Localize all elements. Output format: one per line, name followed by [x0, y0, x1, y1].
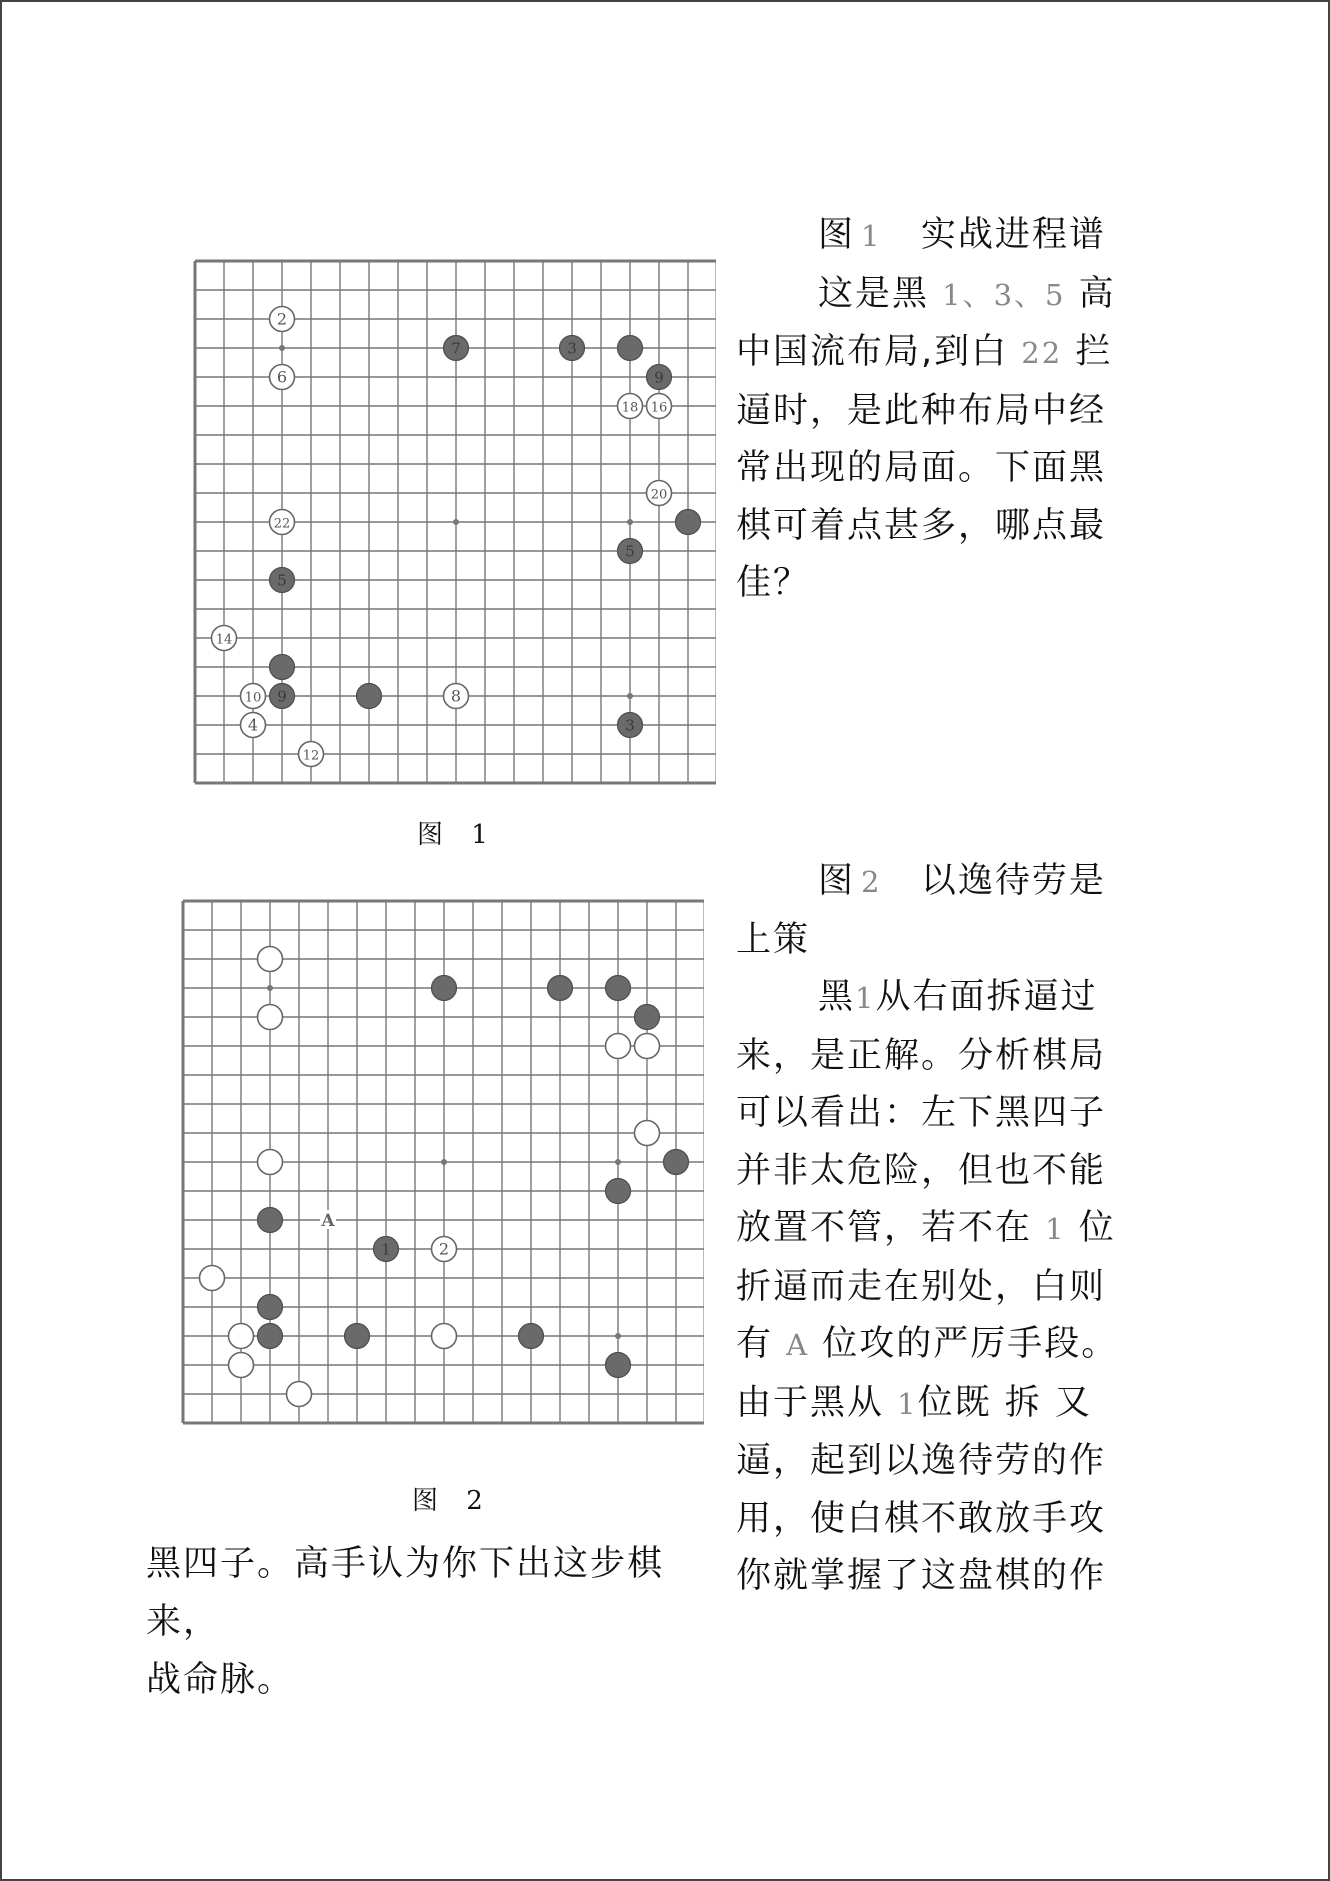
- white-stone: [287, 1382, 312, 1407]
- figure-1-caption: 图 1: [417, 820, 498, 850]
- white-stone: [258, 1150, 283, 1175]
- black-stone-label: 3: [567, 339, 577, 358]
- star-point: [627, 693, 633, 699]
- white-stone: [258, 947, 283, 972]
- white-stone-label: 16: [650, 400, 668, 416]
- go-board-1-svg: [188, 254, 716, 794]
- white-stone: [229, 1324, 254, 1349]
- figure-2-caption: 图 2: [412, 1486, 493, 1516]
- black-stone: [606, 1353, 631, 1378]
- section-2-text: [736, 853, 1136, 1606]
- black-stone-label: 5: [277, 571, 287, 590]
- point-mark-label: A: [321, 1211, 335, 1231]
- text-run: 位攻的严厉手段。由于黑从: [736, 1324, 1119, 1423]
- go-board-figure-2: [176, 894, 704, 1434]
- black-stone-label: 7: [451, 339, 461, 358]
- heading-1-title: 实战进程谱: [920, 215, 1106, 255]
- bottom-line-1: 黑四子。高手认为你下出这步棋来，: [146, 1544, 665, 1642]
- star-point: [441, 1159, 447, 1165]
- heading-2-title: 以逸待劳是上策: [736, 861, 1106, 960]
- black-stone-label: 5: [625, 542, 635, 561]
- white-stone: [258, 1005, 283, 1030]
- white-stone: [606, 1034, 631, 1059]
- black-stone-label: 9: [654, 368, 664, 387]
- white-move-number: 22: [1021, 336, 1063, 370]
- text-run: 从右面拆逼过来，是正解。分析棋局可以看出：左下黑四子并非太危险，但也不能放置不管，若不在: [736, 977, 1107, 1248]
- black-stone: [606, 1179, 631, 1204]
- black-stone-label: 3: [625, 716, 635, 735]
- move-number: 1: [855, 981, 876, 1015]
- black-stone: [258, 1208, 283, 1233]
- text-run: 位既 拆 又逼，起到以逸待劳的作用，使白棋不敢放手攻你就掌握了这盘棋的作: [736, 1382, 1107, 1596]
- heading-2-label: 图: [818, 861, 862, 901]
- white-stone-label: 2: [438, 1239, 450, 1259]
- move-number: 1: [897, 1386, 918, 1421]
- white-stone-label: 4: [247, 715, 259, 735]
- bottom-line-2: 战命脉。: [146, 1660, 295, 1700]
- section-1-heading: [736, 207, 1136, 266]
- black-stone: [345, 1324, 370, 1349]
- point-mark-a: A: [786, 1328, 810, 1362]
- go-board-2-svg: [176, 894, 704, 1434]
- section-2-heading: [736, 853, 1136, 969]
- white-stone-label: 14: [215, 632, 233, 648]
- black-move-numbers: 1、3、5: [942, 277, 1066, 312]
- black-stone: [664, 1150, 689, 1175]
- heading-1-label: 图: [818, 215, 862, 255]
- white-stone: [635, 1034, 660, 1059]
- black-stone: [432, 976, 457, 1001]
- star-point: [615, 1333, 621, 1339]
- black-stone: [258, 1324, 283, 1349]
- text-run: 黑: [818, 977, 856, 1017]
- black-stone-label: 9: [277, 687, 287, 706]
- black-stone: [606, 976, 631, 1001]
- white-stone: [200, 1266, 225, 1291]
- white-stone-label: 12: [302, 748, 320, 764]
- black-stone: [548, 976, 573, 1001]
- black-stone: [618, 336, 643, 361]
- move-number: 1: [1045, 1212, 1066, 1246]
- heading-1-number: 1: [861, 219, 882, 253]
- bottom-text: [146, 1535, 706, 1709]
- text-run: 拦逼时，是此种布局中经常出现的局面。下面黑棋可着点甚多，哪点最佳？: [736, 332, 1113, 603]
- white-stone-label: 2: [276, 309, 288, 329]
- text-run: 这是黑: [818, 273, 930, 314]
- white-stone-label: 10: [244, 690, 262, 706]
- black-stone-label: 1: [381, 1240, 391, 1259]
- white-stone-label: 22: [273, 516, 291, 532]
- white-stone-label: 6: [276, 367, 288, 387]
- black-stone: [357, 684, 382, 709]
- black-stone: [270, 655, 295, 680]
- star-point: [279, 345, 285, 351]
- section-2-paragraph: [736, 969, 1136, 1606]
- star-point: [267, 985, 273, 991]
- section-1-text: [736, 207, 1136, 613]
- white-stone: [229, 1353, 254, 1378]
- black-stone: [258, 1295, 283, 1320]
- black-stone: [676, 510, 701, 535]
- heading-2-number: 2: [861, 865, 882, 899]
- white-stone-label: 8: [450, 686, 462, 706]
- star-point: [615, 1159, 621, 1165]
- white-stone: [635, 1121, 660, 1146]
- text-run: 位折逼而走在别处，白则有: [736, 1208, 1116, 1364]
- white-stone-label: 18: [621, 400, 639, 416]
- white-stone-label: 20: [650, 487, 668, 503]
- black-stone: [635, 1005, 660, 1030]
- star-point: [453, 519, 459, 525]
- white-stone: [432, 1324, 457, 1349]
- section-1-paragraph: [736, 266, 1136, 613]
- text-run: 高中国流布局,到白: [736, 273, 1116, 372]
- star-point: [627, 519, 633, 525]
- black-stone: [519, 1324, 544, 1349]
- go-board-figure-1: [188, 254, 716, 794]
